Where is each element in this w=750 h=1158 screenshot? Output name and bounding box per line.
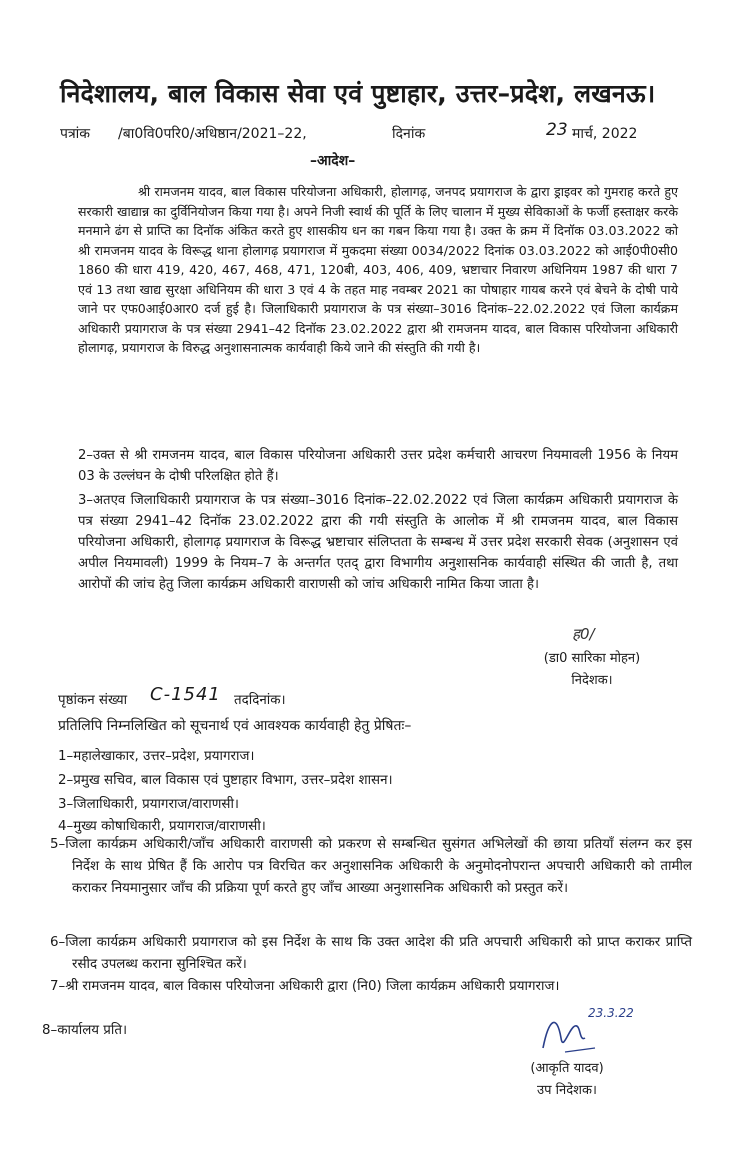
date-rest: मार्च, 2022 [572, 126, 638, 142]
list-item: 5–जिला कार्यक्रम अधिकारी/जाँच अधिकारी वाराणसी को प्रकरण से सम्बन्धित सुसंगत अभिलेखों की छाया प्रतियाँ संलग्न कर इस निर्देश के साथ प्रेषित हैं कि आरोप पत्र विरचित कर अनुशासनिक अधिकारी के अनुमोदनोपरान्त अपचारी अधिकारी को तामील कराकर नियमानुसार जाँच की प्रक्रिया पूर्ण करते हुए जाँच आख्या अनुशासनिक अधिकारी को प्रस्तुत करें। [50, 837, 692, 896]
list-item: 3–जिलाधिकारी, प्रयागराज/वाराणसी। [58, 797, 239, 812]
endorsement-intro: प्रतिलिपि निम्नलिखित को सूचनार्थ एवं आवश्यक कार्यवाही हेतु प्रेषितः– [58, 718, 412, 734]
list-item: 6–जिला कार्यक्रम अधिकारी प्रयागराज को इस निर्देश के साथ कि उक्त आदेश की प्रति अपचारी अधिकारी को प्राप्त कराकर प्राप्ति रसीद उपलब्ध कराना सुनिश्चित करें। [50, 935, 692, 972]
director-designation: निदेशक। [571, 673, 613, 688]
date-day: 23 [546, 120, 568, 140]
order-heading: –आदेश– [310, 153, 356, 169]
ref-label: पत्रांक [60, 126, 91, 142]
order-paragraph-2: 2–उक्त से श्री रामजनम यादव, बाल विकास परियोजना अधिकारी उत्तर प्रदेश कर्मचारी आचरण नियमावली 1956 के नियम 03 के उल्लंघन के दोषी परिलक्षित होते हैं। [78, 448, 678, 484]
list-item: 2–प्रमुख सचिव, बाल विकास एवं पुष्टाहार विभाग, उत्तर–प्रदेश शासन। [58, 773, 393, 788]
list-item: 1–महालेखाकार, उत्तर–प्रदेश, प्रयागराज। [58, 749, 255, 764]
signature-date: 23.3.22 [588, 1006, 634, 1020]
date-label: दिनांक [392, 126, 426, 142]
order-paragraph-1: श्री रामजनम यादव, बाल विकास परियोजना अधिकारी, होलागढ़, जनपद प्रयागराज के द्वारा ड्राइवर को गुमराह करते हुए सरकारी खाद्यान्न का दुर्विनियोजन किया गया है। अपने निजी स्वार्थ की पूर्ति के लिए चालान में मुख्य सेविकाओं के फर्जी हस्ताक्षर करके मनमाने ढंग से प्राप्ति का दिनॉक अंकित करते हुए शासकीय धन का गबन किया गया है। उक्त के क्रम में दिनॉक 03.03.2022 को श्री रामजनम यादव के विरूद्ध थाना होलागढ़ प्रयागराज में मुकदमा संख्या 0034/2022 दिनांक 03.03.2022 को आई0पी0सी0 1860 की धारा 419, 420, 467, 468, 471, 120बी, 403, 406, 409, भ्रष्टाचार निवारण अधिनियम 1987 की धारा 7 एवं 13 तथा खाद्य सुरक्षा अधिनियम की धारा 3 एवं 4 के तहत माह नवम्बर 2021 का पोषाहार गायब करने एवं बेचने के दोषी पाये जाने पर एफ0आई0आर0 दर्ज हुई है। जिलाधिकारी प्रयागराज के पत्र संख्या–3016 दिनांक–22.02.2022 एवं जिला कार्यक्रम अधिकारी प्रयागराज के पत्र संख्या 2941–42 दिनॉक 23.02.2022 द्वारा श्री रामजनम यादव, बाल विकास परियोजना अधिकारी होलागढ़, प्रयागराज के विरुद्ध अनुशासनात्मक कार्यवाही किये जाने की संस्तुति की गयी है। [78, 184, 678, 355]
document-title: निदेशालय, बाल विकास सेवा एवं पुष्टाहार, उत्तर–प्रदेश, लखनऊ। [60, 79, 656, 108]
endorsement-number: C-1541 [150, 684, 221, 705]
endorsement-suffix: तददिनांक। [234, 693, 286, 708]
deputy-director-designation: उप निदेशक। [537, 1083, 597, 1098]
list-item: 7–श्री रामजनम यादव, बाल विकास परियोजना अधिकारी द्वारा (नि0) जिला कार्यक्रम अधिकारी प्रयागराज। [50, 979, 560, 994]
list-item: 8–कार्यालय प्रति। [42, 1023, 128, 1038]
ref-number: /बा0वि0परि0/अधिष्ठान/2021–22, [118, 126, 307, 142]
signature-mark: ह0/ [572, 625, 595, 643]
list-item: 4–मुख्य कोषाधिकारी, प्रयागराज/वाराणसी। [58, 819, 266, 834]
endorsement-label: पृष्ठांकन संख्या [58, 693, 128, 708]
director-name: (डा0 सारिका मोहन) [543, 651, 641, 666]
deputy-director-name: (आकृति यादव) [530, 1061, 604, 1076]
order-paragraph-3: 3–अतएव जिलाधिकारी प्रयागराज के पत्र संख्या–3016 दिनांक–22.02.2022 एवं जिला कार्यक्रम अधिकारी प्रयागराज के पत्र संख्या 2941–42 दिनॉक 23.02.2022 द्वारा की गयी संस्तुति के आलोक में श्री रामजनम यादव, बाल विकास परियोजना अधिकारी, होलागढ़ प्रयागराज के विरूद्ध भ्रष्टाचार संलिप्तता के सम्बन्ध में उत्तर प्रदेश सरकारी सेवक (अनुशासन एवं अपील नियमावली) 1999 के नियम–7 के अन्तर्गत एतद् द्वारा विभागीय अनुशासनिक कार्यवाही संस्थित की जाती है, तथा आरोपों की जांच हेतु जिला कार्यक्रम अधिकारी वाराणसी को जांच अधिकारी नामित किया जाता है। [78, 493, 678, 592]
